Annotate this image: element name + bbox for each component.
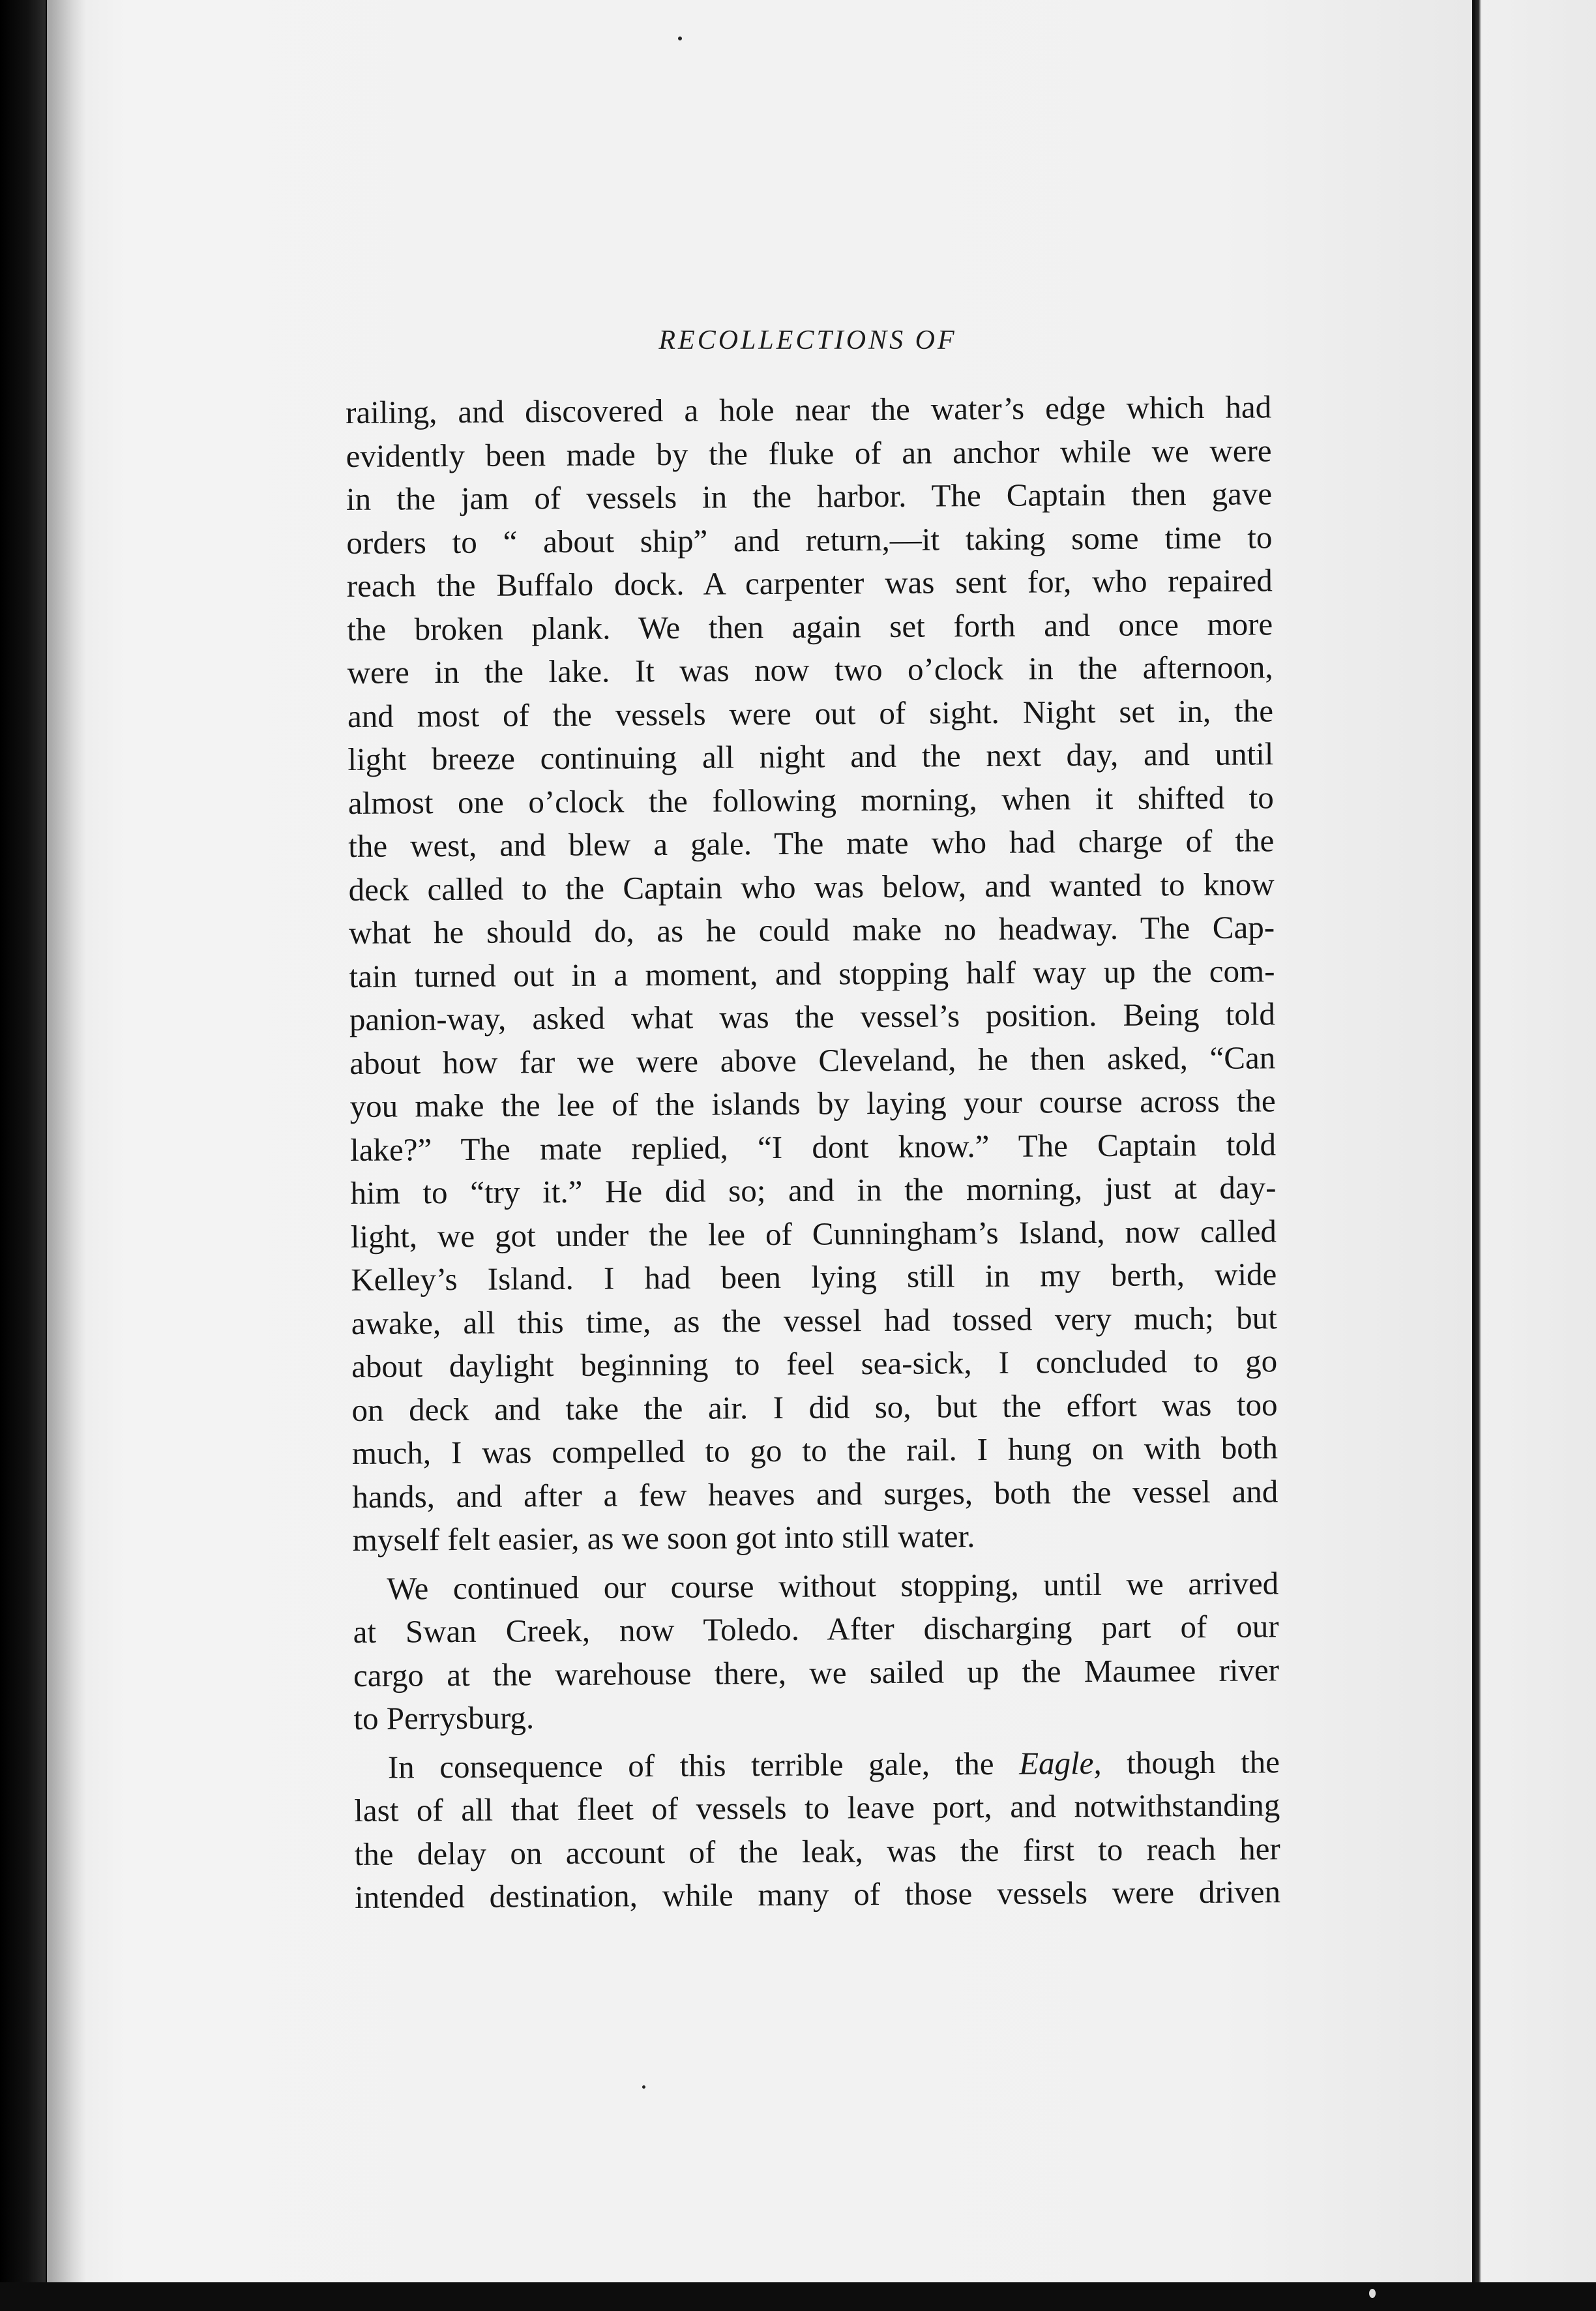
text-line: tain turned out in a moment, and stopping half way up the com- <box>349 952 1275 994</box>
text-line: lake?” The mate replied, “I dont know.” The Captain told <box>349 1126 1277 1168</box>
dust-speck <box>1369 2289 1376 2298</box>
dust-speck <box>642 2085 645 2089</box>
text-run: though the <box>1101 1743 1280 1781</box>
text-line: light, we got under the lee of Cunningham’s Island, now called <box>350 1212 1277 1255</box>
text-run: In consequence of this terrible gale, the <box>387 1745 1020 1785</box>
text-line: Kelley’s Island. I had been lying still in my berth, wide <box>351 1256 1277 1298</box>
text-line: light breeze continuing all night and the next day, and until <box>347 736 1274 777</box>
text-line: almost one o’clock the following morning, when it shifted to <box>347 779 1274 821</box>
running-head: RECOLLECTIONS OF <box>658 325 957 355</box>
text-line: about how far we were above Cleveland, he then asked, “Can <box>349 1039 1276 1081</box>
text-line: him to “try it.” He did so; and in the morning, just at day- <box>350 1169 1277 1211</box>
text-line: the broken plank. We then again set forth and once more <box>347 605 1273 648</box>
text-line: the delay on account of the leak, was the first to reach her <box>354 1830 1280 1872</box>
text-line <box>354 1740 1280 1789</box>
text-line: at Swan Creek, now Toledo. After discharging part of our <box>353 1608 1279 1650</box>
text-line: orders to “ about ship” and return,—it taking some time to <box>346 518 1273 561</box>
ship-name: Eagle, <box>1018 1744 1102 1782</box>
text-line: you make the lee of the islands by laying your course across the <box>349 1082 1276 1124</box>
text-line: were in the lake. It was now two o’clock in the afternoon, <box>347 649 1273 691</box>
text-line: on deck and take the air. I did so, but the effort was too <box>351 1386 1278 1428</box>
text-line: about daylight beginning to feel sea-sick, I concluded to go <box>351 1343 1278 1384</box>
scan-border-bottom <box>0 2282 1596 2311</box>
text-line: to Perrysburg. <box>353 1699 535 1737</box>
text-line: intended destination, while many of those vessels were driven <box>354 1873 1281 1915</box>
text-line: evidently been made by the fluke of an anchor while we were <box>346 432 1272 474</box>
text-line: We continued our course without stopping, until we arrived <box>387 1564 1279 1607</box>
text-line: last of all that fleet of vessels to leave port, and notwithstanding <box>354 1787 1280 1828</box>
text-line: railing, and discovered a hole near the water’s edge which had <box>346 389 1272 430</box>
text-line: panion-way, asked what was the vessel’s position. Being told <box>349 996 1276 1037</box>
text-line: deck called to the Captain who was below, and wanted to know <box>348 865 1275 908</box>
text-line: reach the Buffalo dock. A carpenter was sent for, who repaired <box>346 562 1273 604</box>
text-line: and most of the vessels were out of sight. Night set in, the <box>347 692 1274 734</box>
text-line: in the jam of vessels in the harbor. The Captain then gave <box>346 475 1273 517</box>
text-line: the west, and blew a gale. The mate who had charge of the <box>348 822 1275 864</box>
text-line: hands, and after a few heaves and surges, both the vessel and <box>352 1472 1278 1515</box>
paragraph-3 <box>354 1740 1281 1920</box>
paragraph-2 <box>353 1562 1280 1741</box>
text-line: what he should do, as he could make no headway. The Cap- <box>348 909 1275 951</box>
body-text <box>346 385 1280 1919</box>
text-line: awake, all this time, as the vessel had tossed very much; but <box>351 1299 1277 1341</box>
paragraph-1 <box>346 385 1278 1562</box>
text-line: cargo at the warehouse there, we sailed up the Maumee river <box>353 1651 1280 1693</box>
dust-speck <box>678 37 682 40</box>
text-line: myself felt easier, as we soon got into still water. <box>352 1518 975 1558</box>
text-line: much, I was compelled to go to the rail. I hung on with both <box>351 1429 1278 1471</box>
